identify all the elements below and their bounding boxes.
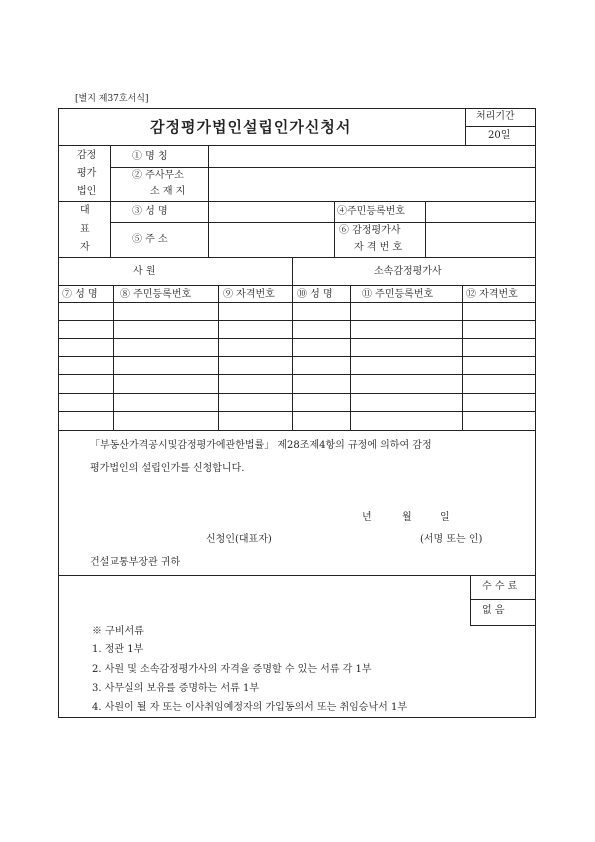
col-header-appraiser-name: ⑩ 성 명 bbox=[297, 289, 333, 300]
table-row[interactable] bbox=[59, 321, 535, 337]
org-name-line bbox=[110, 167, 536, 168]
table-bottom-line bbox=[58, 430, 536, 431]
applicant-label: 신청인(대표자) bbox=[206, 534, 272, 545]
org-section-label-1: 감정 bbox=[77, 150, 97, 161]
statement-line-2: 평가법인의 설립인가를 신청합니다. bbox=[90, 463, 245, 474]
fee-value: 없 음 bbox=[482, 605, 505, 616]
date-day-label: 일 bbox=[440, 512, 450, 523]
fee-box-midline bbox=[470, 599, 536, 600]
rep-address-label: ⑤ 주 소 bbox=[132, 234, 168, 245]
rep-license-label-2: 자 격 번 호 bbox=[354, 242, 403, 253]
col-header-staff-name: ⑦ 성 명 bbox=[62, 289, 98, 300]
fee-box-bottom-line bbox=[470, 625, 536, 626]
date-year-label: 년 bbox=[362, 512, 372, 523]
table-group-bottom-line bbox=[58, 285, 536, 286]
fee-label: 수 수 료 bbox=[482, 581, 518, 592]
rep-name-label: ③ 성 명 bbox=[132, 206, 168, 217]
rep-license-field[interactable] bbox=[428, 226, 532, 254]
processing-box-midline bbox=[465, 126, 536, 127]
col-header-appraiser-id: ⑪ 주민등록번호 bbox=[362, 289, 434, 300]
rep-bottom-line bbox=[58, 257, 536, 258]
fee-box-divider bbox=[470, 575, 471, 625]
signature-label: (서명 또는 인) bbox=[420, 534, 483, 545]
table-row[interactable] bbox=[59, 412, 535, 429]
addressee: 건설교통부장관 귀하 bbox=[90, 557, 181, 568]
documents-section-top-line bbox=[58, 575, 536, 576]
form-title: 감정평가법인설립인가신청서 bbox=[150, 118, 352, 136]
org-name-field[interactable] bbox=[212, 149, 532, 165]
date-month-label: 월 bbox=[402, 512, 412, 523]
document-item: 1. 정관 1부 bbox=[92, 644, 144, 655]
document-item: 3. 사무실의 보유를 증명하는 서류 1부 bbox=[92, 683, 260, 694]
org-address-label-2: 소 재 지 bbox=[150, 186, 186, 197]
staff-group-header: 사 원 bbox=[133, 266, 156, 277]
rep-section-label-2: 표 bbox=[80, 224, 90, 235]
col-header-staff-license: ⑨ 자격번호 bbox=[223, 289, 275, 300]
form-number: [별지 제37호서식] bbox=[75, 94, 149, 104]
rep-id-field[interactable] bbox=[428, 204, 532, 220]
statement-line-1: 「부동산가격공시및감정평가에관한법률」 제28조제4항의 규정에 의하여 감정 bbox=[90, 440, 432, 451]
rep-name-line bbox=[110, 222, 536, 223]
col-header-appraiser-license: ⑫ 자격번호 bbox=[466, 289, 518, 300]
document-item: 2. 사원 및 소속감정평가사의 자격을 증명할 수 있는 서류 각 1부 bbox=[92, 664, 372, 675]
col-header-staff-id: ⑧ 주민등록번호 bbox=[120, 289, 192, 300]
org-bottom-line bbox=[58, 201, 536, 202]
title-row-bottom-line bbox=[58, 145, 536, 146]
table-row[interactable] bbox=[59, 303, 535, 319]
table-row[interactable] bbox=[59, 339, 535, 355]
org-address-field[interactable] bbox=[212, 171, 532, 198]
rep-name-field[interactable] bbox=[212, 204, 330, 220]
org-section-label-3: 법인 bbox=[77, 186, 97, 197]
table-row[interactable] bbox=[59, 394, 535, 410]
document-item: 4. 사원이 될 자 또는 이사취임예정자의 가입동의서 또는 취임승낙서 1부 bbox=[92, 702, 407, 713]
table-row[interactable] bbox=[59, 357, 535, 373]
rep-mid-divider bbox=[334, 201, 335, 257]
rep-section-label-1: 대 bbox=[80, 205, 90, 216]
rep-license-label: ⑥ 감정평가사 bbox=[339, 225, 401, 236]
org-name-label: ① 명 칭 bbox=[132, 151, 168, 162]
org-section-label-2: 평가 bbox=[77, 168, 97, 179]
rep-id-label: ④주민등록번호 bbox=[337, 206, 405, 217]
org-address-label: ② 주사무소 bbox=[132, 170, 184, 181]
processing-period-label: 처리기간 bbox=[476, 111, 515, 122]
rep-address-field[interactable] bbox=[212, 226, 330, 254]
rep-value-divider bbox=[425, 201, 426, 257]
rep-section-label-3: 자 bbox=[80, 242, 90, 253]
table-row[interactable] bbox=[59, 375, 535, 392]
appraisers-group-header: 소속감정평가사 bbox=[374, 266, 442, 277]
processing-period-value: 20일 bbox=[488, 130, 511, 141]
documents-header: ※ 구비서류 bbox=[92, 626, 144, 637]
